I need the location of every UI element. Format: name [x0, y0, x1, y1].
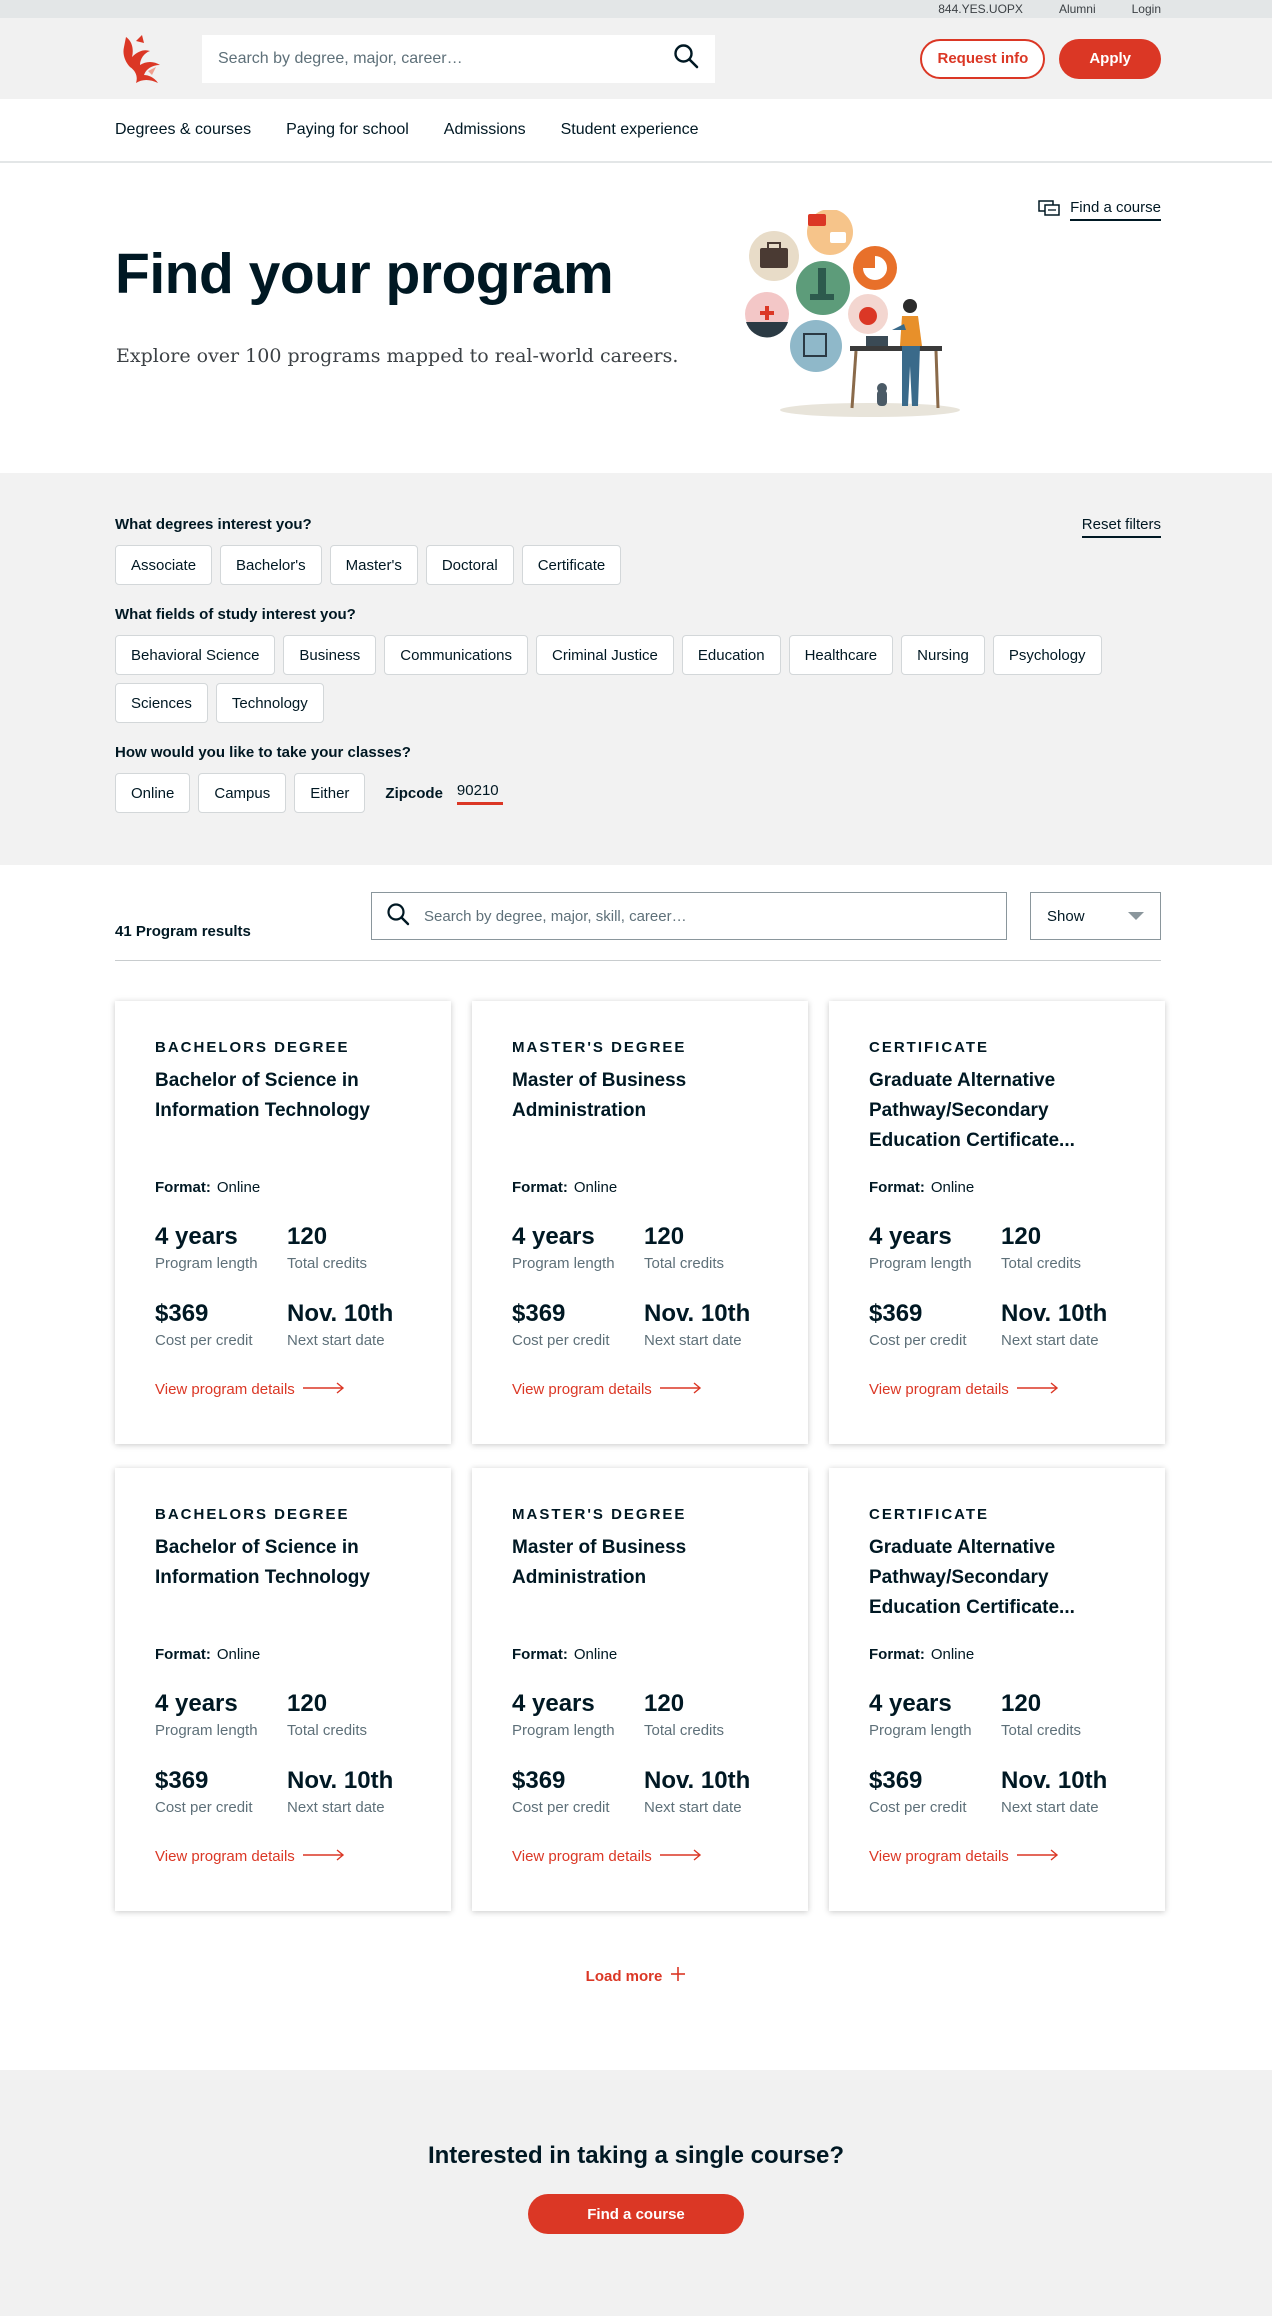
apply-button[interactable]: Apply: [1059, 39, 1161, 79]
hero-section: [0, 163, 1272, 473]
stat-label: Total credits: [1001, 1255, 1082, 1272]
request-info-button[interactable]: Request info: [920, 39, 1045, 79]
view-program-details-link[interactable]: [155, 1848, 345, 1865]
view-program-details-label: View program details: [512, 1381, 652, 1398]
stat-value: Nov. 10th: [1001, 1767, 1108, 1794]
stat-value: 4 years: [512, 1223, 595, 1250]
stat-label: Total credits: [1001, 1722, 1082, 1739]
program-format: [869, 1179, 974, 1196]
program-title[interactable]: Bachelor of Science in Information Technology: [155, 1537, 370, 1588]
view-program-details-link[interactable]: [512, 1848, 702, 1865]
stat-cost: [869, 1767, 1001, 1816]
program-card[interactable]: [115, 1001, 451, 1444]
show-select[interactable]: [1030, 892, 1161, 940]
stat-label: Program length: [155, 1255, 258, 1272]
stat-value: 120: [287, 1223, 328, 1250]
stat-length: [155, 1223, 287, 1272]
program-type: BACHELORS DEGREE: [155, 1039, 350, 1056]
stat-length: [512, 1223, 644, 1272]
arrow-right-icon: [660, 1381, 702, 1398]
program-card[interactable]: [829, 1001, 1165, 1444]
search-icon[interactable]: [673, 43, 699, 74]
program-stats: [155, 1223, 419, 1349]
view-program-details-link[interactable]: [512, 1381, 702, 1398]
fields-filter-label: What fields of study interest you?: [115, 606, 356, 623]
stat-value: Nov. 10th: [644, 1300, 751, 1327]
stat-cost: [512, 1300, 644, 1349]
stat-value: $369: [869, 1300, 923, 1327]
stat-value: Nov. 10th: [287, 1300, 394, 1327]
chip-criminal-justice[interactable]: Criminal Justice: [536, 635, 674, 675]
stat-label: Cost per credit: [869, 1799, 967, 1816]
stat-value: 4 years: [155, 1690, 238, 1717]
stat-credits: [1001, 1690, 1133, 1739]
stat-start: [644, 1300, 776, 1349]
format-label: Format:: [512, 1179, 568, 1196]
stat-label: Next start date: [287, 1799, 385, 1816]
site-header: [0, 18, 1272, 99]
chip-technology[interactable]: Technology: [216, 683, 324, 723]
program-stats: [869, 1223, 1133, 1349]
stat-label: Program length: [155, 1722, 258, 1739]
stat-value: Nov. 10th: [287, 1767, 394, 1794]
stat-length: [869, 1223, 1001, 1272]
stat-credits: [1001, 1223, 1133, 1272]
find-course-label: Find a course: [1070, 199, 1161, 221]
program-title[interactable]: Graduate Alternative Pathway/Secondary Education Certificate...: [869, 1070, 1075, 1151]
stat-label: Cost per credit: [512, 1332, 610, 1349]
stat-cost: [155, 1767, 287, 1816]
format-label: Format:: [869, 1179, 925, 1196]
stat-start: [287, 1767, 419, 1816]
program-type: MASTER'S DEGREE: [512, 1039, 687, 1056]
classes-filter-chips: [115, 773, 1157, 813]
arrow-right-icon: [660, 1848, 702, 1865]
stat-credits: [644, 1223, 776, 1272]
program-type: CERTIFICATE: [869, 1039, 990, 1056]
chip-bachelors[interactable]: Bachelor's: [220, 545, 322, 585]
stat-label: Cost per credit: [512, 1799, 610, 1816]
program-type: MASTER'S DEGREE: [512, 1506, 687, 1523]
single-course-cta: [0, 2070, 1272, 2316]
utility-bar: [0, 0, 1272, 18]
stat-length: [155, 1690, 287, 1739]
course-card-icon: [1038, 200, 1060, 220]
chip-online[interactable]: Online: [115, 773, 190, 813]
stat-label: Total credits: [287, 1722, 368, 1739]
chip-education[interactable]: Education: [682, 635, 781, 675]
program-stats: [512, 1223, 776, 1349]
view-program-details-link[interactable]: [869, 1848, 1059, 1865]
find-course-link[interactable]: [1038, 199, 1161, 221]
chip-campus[interactable]: Campus: [198, 773, 286, 813]
chip-healthcare[interactable]: Healthcare: [789, 635, 894, 675]
view-program-details-label: View program details: [512, 1848, 652, 1865]
program-card[interactable]: [472, 1468, 808, 1911]
chip-business[interactable]: Business: [283, 635, 376, 675]
stat-value: Nov. 10th: [644, 1767, 751, 1794]
stat-label: Cost per credit: [155, 1332, 253, 1349]
program-format: [512, 1646, 617, 1663]
stat-label: Cost per credit: [155, 1799, 253, 1816]
stat-length: [869, 1690, 1001, 1739]
stat-value: 120: [644, 1223, 685, 1250]
stat-value: 120: [1001, 1690, 1042, 1717]
view-program-details-link[interactable]: [869, 1381, 1059, 1398]
plus-icon: [670, 1966, 686, 1986]
program-title[interactable]: Bachelor of Science in Information Technology: [155, 1070, 370, 1121]
view-program-details-label: View program details: [155, 1381, 295, 1398]
arrow-right-icon: [303, 1381, 345, 1398]
format-value: Online: [216, 1179, 261, 1196]
program-title[interactable]: Graduate Alternative Pathway/Secondary Education Certificate...: [869, 1537, 1075, 1618]
login-link[interactable]: Login: [1131, 2, 1161, 16]
view-program-details-label: View program details: [155, 1848, 295, 1865]
chip-nursing[interactable]: Nursing: [901, 635, 985, 675]
program-type: CERTIFICATE: [869, 1506, 990, 1523]
results-search[interactable]: [371, 892, 1007, 940]
stat-label: Next start date: [1001, 1332, 1099, 1349]
zipcode-label: Zipcode: [385, 784, 443, 802]
load-more-button[interactable]: [0, 1966, 1272, 1986]
chip-either[interactable]: Either: [294, 773, 365, 813]
page-title: Find your program: [115, 242, 614, 306]
stat-value: $369: [512, 1300, 566, 1327]
stat-label: Program length: [512, 1255, 615, 1272]
single-course-heading: Interested in taking a single course?: [427, 2142, 845, 2169]
chip-certificate[interactable]: Certificate: [522, 545, 622, 585]
stat-value: $369: [869, 1767, 923, 1794]
program-card[interactable]: [115, 1468, 451, 1911]
stat-label: Total credits: [287, 1255, 368, 1272]
program-title[interactable]: Master of Business Administration: [512, 1537, 687, 1588]
stat-start: [1001, 1767, 1133, 1816]
stat-value: Nov. 10th: [1001, 1300, 1108, 1327]
stat-value: $369: [155, 1767, 209, 1794]
format-label: Format:: [155, 1179, 211, 1196]
chip-masters[interactable]: Master's: [330, 545, 418, 585]
format-label: Format:: [512, 1646, 568, 1663]
stat-credits: [287, 1690, 419, 1739]
stat-value: 4 years: [869, 1690, 952, 1717]
stat-label: Total credits: [644, 1722, 725, 1739]
chip-sciences[interactable]: Sciences: [115, 683, 208, 723]
main-nav: [0, 99, 1272, 163]
format-value: Online: [573, 1179, 618, 1196]
program-card[interactable]: [472, 1001, 808, 1444]
stat-value: 4 years: [869, 1223, 952, 1250]
program-title[interactable]: Master of Business Administration: [512, 1070, 687, 1121]
nav-item-student-experience[interactable]: Student experience: [560, 121, 699, 138]
degrees-filter-label: What degrees interest you?: [115, 516, 312, 533]
stat-cost: [512, 1767, 644, 1816]
zipcode-input[interactable]: [457, 782, 503, 805]
chip-behavioral-science[interactable]: Behavioral Science: [115, 635, 275, 675]
stat-value: 4 years: [512, 1690, 595, 1717]
stat-label: Next start date: [287, 1332, 385, 1349]
arrow-right-icon: [1017, 1381, 1059, 1398]
nav-item-admissions[interactable]: Admissions: [443, 121, 526, 138]
view-program-details-label: View program details: [869, 1848, 1009, 1865]
search-icon: [386, 902, 410, 931]
format-value: Online: [930, 1646, 975, 1663]
results-toolbar: [115, 865, 1161, 961]
stat-value: 120: [644, 1690, 685, 1717]
hero-subtitle: Explore over 100 programs mapped to real-world careers.: [116, 345, 679, 367]
show-select-value: Show: [1047, 907, 1085, 925]
format-value: Online: [216, 1646, 261, 1663]
program-format: [155, 1179, 260, 1196]
filters-panel: [0, 473, 1272, 865]
careers-illustration: [742, 210, 962, 429]
stat-label: Next start date: [1001, 1799, 1099, 1816]
format-value: Online: [573, 1646, 618, 1663]
format-label: Format:: [155, 1646, 211, 1663]
program-format: [512, 1179, 617, 1196]
program-format: [869, 1646, 974, 1663]
program-cards-grid: [115, 1001, 1161, 1911]
find-course-button[interactable]: Find a course: [528, 2194, 744, 2234]
stat-label: Program length: [869, 1722, 972, 1739]
view-program-details-label: View program details: [869, 1381, 1009, 1398]
program-stats: [155, 1690, 419, 1816]
arrow-right-icon: [303, 1848, 345, 1865]
program-format: [155, 1646, 260, 1663]
stat-value: $369: [512, 1767, 566, 1794]
view-program-details-link[interactable]: [155, 1381, 345, 1398]
stat-value: 4 years: [155, 1223, 238, 1250]
stat-start: [287, 1300, 419, 1349]
classes-filter-label: How would you like to take your classes?: [115, 744, 411, 761]
program-stats: [512, 1690, 776, 1816]
stat-cost: [869, 1300, 1001, 1349]
stat-label: Next start date: [644, 1332, 742, 1349]
chip-communications[interactable]: Communications: [384, 635, 528, 675]
format-label: Format:: [869, 1646, 925, 1663]
stat-label: Total credits: [644, 1255, 725, 1272]
arrow-right-icon: [1017, 1848, 1059, 1865]
chip-doctoral[interactable]: Doctoral: [426, 545, 514, 585]
load-more-label: Load more: [585, 1967, 663, 1985]
program-type: BACHELORS DEGREE: [155, 1506, 350, 1523]
stat-start: [644, 1767, 776, 1816]
alumni-link[interactable]: Alumni: [1058, 2, 1096, 16]
program-card[interactable]: [829, 1468, 1165, 1911]
nav-item-degrees-courses[interactable]: Degrees & courses: [115, 121, 252, 138]
degrees-filter-chips: [115, 545, 1157, 585]
stat-credits: [644, 1690, 776, 1739]
header-search-input[interactable]: [218, 50, 638, 68]
phoenix-logo-icon[interactable]: [116, 31, 168, 87]
stat-credits: [287, 1223, 419, 1272]
chip-associate[interactable]: Associate: [115, 545, 212, 585]
fields-filter-chips: [115, 635, 1157, 723]
stat-cost: [155, 1300, 287, 1349]
stat-start: [1001, 1300, 1133, 1349]
chip-psychology[interactable]: Psychology: [993, 635, 1102, 675]
chevron-down-icon: [1128, 912, 1144, 920]
stat-value: 120: [287, 1690, 328, 1717]
stat-label: Next start date: [644, 1799, 742, 1816]
format-value: Online: [930, 1179, 975, 1196]
stat-length: [512, 1690, 644, 1739]
phone-link[interactable]: 844.YES.UOPX: [938, 2, 1023, 16]
nav-item-paying-for-school[interactable]: Paying for school: [286, 121, 409, 138]
stat-label: Program length: [512, 1722, 615, 1739]
stat-value: $369: [155, 1300, 209, 1327]
stat-value: 120: [1001, 1223, 1042, 1250]
results-search-input[interactable]: [424, 908, 984, 925]
program-stats: [869, 1690, 1133, 1816]
results-count: 41 Program results: [115, 923, 251, 940]
stat-label: Program length: [869, 1255, 972, 1272]
header-search[interactable]: [202, 35, 715, 83]
reset-filters-link[interactable]: Reset filters: [1082, 516, 1161, 538]
stat-label: Cost per credit: [869, 1332, 967, 1349]
